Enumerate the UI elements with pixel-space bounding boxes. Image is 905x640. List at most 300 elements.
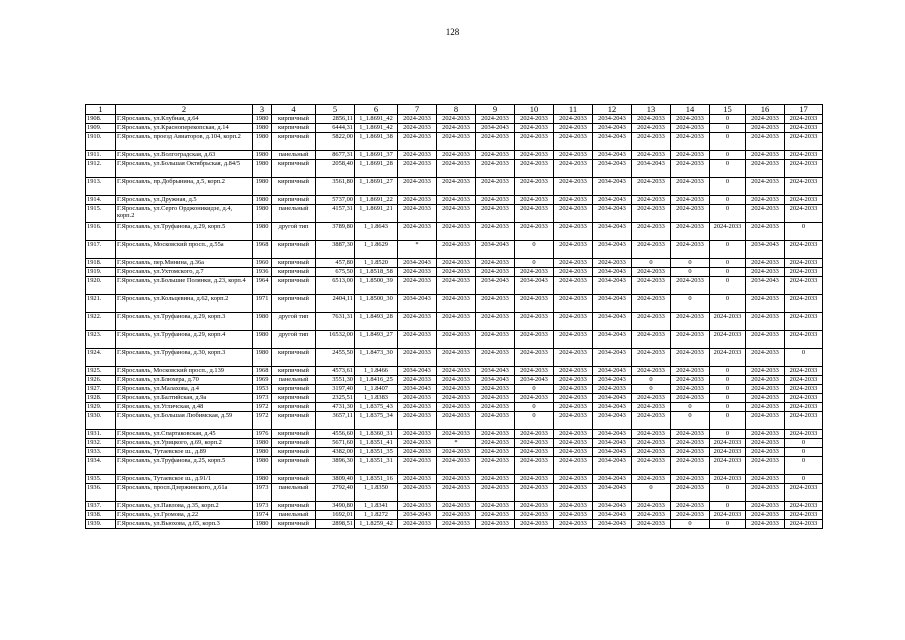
cell-period-7: 2024-2033 bbox=[398, 475, 437, 484]
table-row bbox=[86, 520, 823, 529]
cell-period-14: 2024-2033 bbox=[671, 196, 710, 205]
cell-address: Г.Ярославль, ул.Красноперекопская, д.14 bbox=[116, 124, 253, 133]
cell-period-7: 2024-2033 bbox=[398, 196, 437, 205]
cell-period-14: 2024-2033 bbox=[671, 313, 710, 331]
cell-address: Г.Ярославль, ул.Блюхера, д.70 bbox=[116, 376, 253, 385]
cell-area: 3197,40 bbox=[316, 385, 355, 394]
table-row bbox=[86, 196, 823, 205]
housing-repair-schedule-table bbox=[85, 104, 823, 529]
cell-period-11: 2024-2033 bbox=[554, 412, 593, 430]
cell-object-code: 1_1.8383 bbox=[355, 394, 398, 403]
cell-period-14: 2024-2033 bbox=[671, 376, 710, 385]
cell-period-12: 2034-2043 bbox=[593, 277, 632, 295]
cell-period-8: 2024-2033 bbox=[437, 430, 476, 439]
cell-period-14: 2024-2033 bbox=[671, 475, 710, 484]
cell-period-15: 0 bbox=[710, 376, 746, 385]
cell-area: 2455,50 bbox=[316, 349, 355, 367]
cell-year-built: 1960 bbox=[253, 259, 272, 268]
cell-period-10: 0 bbox=[515, 385, 554, 394]
cell-year-built: 1976 bbox=[253, 430, 272, 439]
cell-period-17: 0 bbox=[785, 223, 823, 241]
cell-wall-material: другой тип bbox=[272, 313, 316, 331]
cell-period-9: 2024-2033 bbox=[476, 115, 515, 124]
cell-period-7: 2024-2033 bbox=[398, 313, 437, 331]
cell-period-7: 2024-2033 bbox=[398, 394, 437, 403]
cell-row-number: 1928. bbox=[86, 394, 116, 403]
cell-period-16: 2024-2033 bbox=[746, 412, 785, 430]
cell-area: 675,50 bbox=[316, 268, 355, 277]
cell-period-9: 2024-2033 bbox=[476, 394, 515, 403]
cell-period-15: 0 bbox=[710, 205, 746, 223]
cell-period-8: 2024-2033 bbox=[437, 241, 476, 259]
cell-period-10: 2024-2033 bbox=[515, 394, 554, 403]
cell-period-13: 2024-2033 bbox=[632, 124, 671, 133]
cell-period-16: 2024-2033 bbox=[746, 367, 785, 376]
cell-period-9: 2024-2033 bbox=[476, 412, 515, 430]
cell-row-number: 1925. bbox=[86, 367, 116, 376]
cell-period-11: 2024-2033 bbox=[554, 133, 593, 151]
cell-object-code: 1_1.8351_41 bbox=[355, 439, 398, 448]
cell-period-14: 2024-2033 bbox=[671, 385, 710, 394]
cell-period-15: 0 bbox=[710, 403, 746, 412]
cell-year-built: 1980 bbox=[253, 160, 272, 178]
table-row bbox=[86, 412, 823, 430]
cell-wall-material: кирпичный bbox=[272, 133, 316, 151]
cell-address: Г.Ярославль, Московский просп., д.55а bbox=[116, 241, 253, 259]
cell-period-10: 2024-2033 bbox=[515, 295, 554, 313]
cell-row-number: 1936. bbox=[86, 484, 116, 502]
cell-row-number: 1939. bbox=[86, 520, 116, 529]
table-row bbox=[86, 259, 823, 268]
table-row bbox=[86, 448, 823, 457]
cell-period-15: 2024-2033 bbox=[710, 313, 746, 331]
cell-row-number: 1938. bbox=[86, 511, 116, 520]
cell-period-16: 2024-2033 bbox=[746, 124, 785, 133]
cell-period-8: 2024-2033 bbox=[437, 502, 476, 511]
cell-year-built: 1972 bbox=[253, 412, 272, 430]
cell-period-15: 0 bbox=[710, 367, 746, 376]
cell-period-12: 2034-2043 bbox=[593, 511, 632, 520]
cell-wall-material: панельный bbox=[272, 151, 316, 160]
cell-period-7: 2024-2033 bbox=[398, 205, 437, 223]
cell-period-17: 2024-2033 bbox=[785, 403, 823, 412]
cell-period-12: 2034-2043 bbox=[593, 160, 632, 178]
table-body bbox=[86, 115, 823, 529]
cell-period-15: 0 bbox=[710, 277, 746, 295]
cell-period-7: 2034-2043 bbox=[398, 295, 437, 313]
cell-period-11: 2024-2033 bbox=[554, 448, 593, 457]
cell-period-7: 2024-2033 bbox=[398, 115, 437, 124]
cell-address: Г.Ярославль, просп.Дзержинского, д.61а bbox=[116, 484, 253, 502]
cell-period-12: 2034-2043 bbox=[593, 151, 632, 160]
cell-period-15: 0 bbox=[710, 196, 746, 205]
cell-period-15: 0 bbox=[710, 295, 746, 313]
cell-period-16: 2024-2033 bbox=[746, 331, 785, 349]
cell-period-11: 2024-2033 bbox=[554, 367, 593, 376]
cell-period-13: 2024-2033 bbox=[632, 403, 671, 412]
cell-area: 4556,60 bbox=[316, 430, 355, 439]
cell-wall-material: панельный bbox=[272, 511, 316, 520]
cell-period-7: 2024-2033 bbox=[398, 439, 437, 448]
cell-year-built: 1980 bbox=[253, 196, 272, 205]
cell-address: Г.Ярославль, пер.Минина, д.36а bbox=[116, 259, 253, 268]
cell-object-code: 1_1.8691_38 bbox=[355, 133, 398, 151]
cell-area: 3657,11 bbox=[316, 412, 355, 430]
cell-object-code: 1_1.8360_31 bbox=[355, 430, 398, 439]
cell-period-9: 2024-2033 bbox=[476, 133, 515, 151]
table-row bbox=[86, 484, 823, 502]
cell-period-11: 2024-2033 bbox=[554, 160, 593, 178]
cell-period-16: 2024-2033 bbox=[746, 151, 785, 160]
column-header-13: 13 bbox=[632, 105, 671, 115]
cell-period-9: 2024-2033 bbox=[476, 439, 515, 448]
cell-address: Г.Ярославль, ул.Труфанова, д.29, корп.3 bbox=[116, 313, 253, 331]
cell-wall-material: кирпичный bbox=[272, 277, 316, 295]
cell-period-17: 0 bbox=[785, 349, 823, 367]
cell-address: Г.Ярославль, ул.Ухтомского, д.7 bbox=[116, 268, 253, 277]
cell-period-10: 2024-2033 bbox=[515, 124, 554, 133]
cell-period-16: 2024-2033 bbox=[746, 385, 785, 394]
cell-period-7: 2024-2033 bbox=[398, 124, 437, 133]
cell-period-10: 0 bbox=[515, 259, 554, 268]
cell-address: Г.Ярославль, ул.Серго Орджоникидзе, д.4, корп.2 bbox=[116, 205, 253, 223]
cell-period-16: 2024-2033 bbox=[746, 376, 785, 385]
cell-period-8: 2024-2033 bbox=[437, 412, 476, 430]
cell-period-14: 2024-2033 bbox=[671, 367, 710, 376]
cell-object-code: 1_1.8375_34 bbox=[355, 412, 398, 430]
column-header-15: 15 bbox=[710, 105, 746, 115]
cell-object-code: 1_1.8643 bbox=[355, 223, 398, 241]
cell-year-built: 1980 bbox=[253, 223, 272, 241]
cell-period-10: 2024-2033 bbox=[515, 430, 554, 439]
cell-address: Г.Ярославль, Тутаевское ш., д.89 bbox=[116, 448, 253, 457]
cell-period-8: 2024-2033 bbox=[437, 259, 476, 268]
cell-object-code: 1_1.8407 bbox=[355, 385, 398, 394]
cell-period-13: 2024-2033 bbox=[632, 313, 671, 331]
cell-area: 4731,30 bbox=[316, 403, 355, 412]
table-row bbox=[86, 124, 823, 133]
cell-period-13: 0 bbox=[632, 484, 671, 502]
cell-period-14: 2024-2033 bbox=[671, 394, 710, 403]
cell-address: Г.Ярославль, Тутаевское ш., д.91/1 bbox=[116, 475, 253, 484]
cell-period-10: 0 bbox=[515, 241, 554, 259]
cell-period-16: 2024-2033 bbox=[746, 475, 785, 484]
cell-period-13: 2024-2033 bbox=[632, 394, 671, 403]
page-number: 128 bbox=[445, 27, 460, 37]
cell-period-17: 2024-2033 bbox=[785, 376, 823, 385]
cell-period-7: * bbox=[398, 241, 437, 259]
cell-object-code: 1_1.8691_22 bbox=[355, 196, 398, 205]
cell-wall-material: кирпичный bbox=[272, 259, 316, 268]
cell-period-10: 2024-2033 bbox=[515, 367, 554, 376]
cell-period-8: 2024-2033 bbox=[437, 448, 476, 457]
table-row bbox=[86, 178, 823, 196]
cell-year-built: 1980 bbox=[253, 151, 272, 160]
cell-period-16: 2024-2033 bbox=[746, 205, 785, 223]
cell-period-11: 2024-2033 bbox=[554, 178, 593, 196]
cell-period-12: 2034-2043 bbox=[593, 448, 632, 457]
cell-period-17: 2024-2033 bbox=[785, 268, 823, 277]
cell-year-built: 1980 bbox=[253, 439, 272, 448]
cell-period-7: 2024-2033 bbox=[398, 331, 437, 349]
cell-period-13: 2024-2033 bbox=[632, 439, 671, 448]
column-header-6: 6 bbox=[355, 105, 398, 115]
cell-period-10: 2024-2033 bbox=[515, 151, 554, 160]
cell-year-built: 1980 bbox=[253, 520, 272, 529]
cell-period-9: 2024-2033 bbox=[476, 385, 515, 394]
cell-period-13: 2024-2033 bbox=[632, 178, 671, 196]
cell-object-code: 1_1.8351_35 bbox=[355, 448, 398, 457]
cell-address: Г.Ярославль, ул.Угличская, д.48 bbox=[116, 403, 253, 412]
cell-object-code: 1_1.8500_30 bbox=[355, 295, 398, 313]
cell-period-15: 0 bbox=[710, 394, 746, 403]
cell-period-8: 2024-2033 bbox=[437, 196, 476, 205]
cell-period-15: 0 bbox=[710, 178, 746, 196]
cell-object-code: 1_1.8691_42 bbox=[355, 115, 398, 124]
cell-year-built: 1953 bbox=[253, 385, 272, 394]
cell-period-10: 2024-2033 bbox=[515, 457, 554, 475]
cell-area: 6513,00 bbox=[316, 277, 355, 295]
cell-period-13: 2024-2033 bbox=[632, 223, 671, 241]
cell-row-number: 1912. bbox=[86, 160, 116, 178]
cell-period-13: 2024-2033 bbox=[632, 502, 671, 511]
cell-wall-material: панельный bbox=[272, 376, 316, 385]
cell-wall-material: кирпичный bbox=[272, 502, 316, 511]
cell-year-built: 1973 bbox=[253, 484, 272, 502]
cell-period-12: 2034-2043 bbox=[593, 205, 632, 223]
cell-period-9: 2024-2033 bbox=[476, 268, 515, 277]
cell-period-12: 2034-2043 bbox=[593, 394, 632, 403]
cell-period-17: 2024-2033 bbox=[785, 205, 823, 223]
cell-row-number: 1924. bbox=[86, 349, 116, 367]
cell-period-10: 2024-2033 bbox=[515, 160, 554, 178]
cell-period-15: 0 bbox=[710, 124, 746, 133]
table-row bbox=[86, 475, 823, 484]
cell-period-12: 2034-2043 bbox=[593, 403, 632, 412]
cell-address: Г.Ярославль, ул.Кольцевина, д.62, корп.2 bbox=[116, 295, 253, 313]
cell-period-13: 2024-2033 bbox=[632, 349, 671, 367]
cell-period-13: 2024-2033 bbox=[632, 115, 671, 124]
cell-object-code: 1_1.8466 bbox=[355, 367, 398, 376]
cell-wall-material: кирпичный bbox=[272, 520, 316, 529]
cell-object-code: 1_1.8629 bbox=[355, 241, 398, 259]
cell-address: Г.Ярославль, ул.Большая Октябрьская, д.84/5 bbox=[116, 160, 253, 178]
cell-period-8: 2024-2033 bbox=[437, 367, 476, 376]
cell-period-17: 2024-2033 bbox=[785, 367, 823, 376]
cell-period-12: 2034-2043 bbox=[593, 223, 632, 241]
cell-period-11: 2024-2033 bbox=[554, 502, 593, 511]
cell-object-code: 1_1.8691_28 bbox=[355, 160, 398, 178]
cell-period-9: 2024-2033 bbox=[476, 502, 515, 511]
cell-period-13: 2024-2033 bbox=[632, 241, 671, 259]
cell-object-code: 1_1.8691_21 bbox=[355, 205, 398, 223]
cell-period-11: 2024-2033 bbox=[554, 295, 593, 313]
cell-period-11: 2024-2033 bbox=[554, 268, 593, 277]
table-row bbox=[86, 511, 823, 520]
cell-period-9: 2024-2033 bbox=[476, 295, 515, 313]
cell-period-14: 0 bbox=[671, 259, 710, 268]
cell-period-16: 2024-2033 bbox=[746, 394, 785, 403]
cell-period-9: 2034-2043 bbox=[476, 376, 515, 385]
cell-period-14: 2024-2033 bbox=[671, 448, 710, 457]
cell-year-built: 1980 bbox=[253, 349, 272, 367]
cell-period-13: 2024-2033 bbox=[632, 268, 671, 277]
cell-row-number: 1915. bbox=[86, 205, 116, 223]
cell-object-code: 1_1.8691_42 bbox=[355, 124, 398, 133]
cell-period-14: 2024-2033 bbox=[671, 115, 710, 124]
cell-period-14: 2024-2033 bbox=[671, 205, 710, 223]
table-row bbox=[86, 403, 823, 412]
cell-period-12: 2034-2043 bbox=[593, 376, 632, 385]
column-header-5: 5 bbox=[316, 105, 355, 115]
cell-wall-material: кирпичный bbox=[272, 475, 316, 484]
cell-period-16: 2024-2033 bbox=[746, 223, 785, 241]
table-row bbox=[86, 313, 823, 331]
cell-wall-material: другой тип bbox=[272, 331, 316, 349]
cell-period-17: 0 bbox=[785, 448, 823, 457]
cell-period-8: 2024-2033 bbox=[437, 295, 476, 313]
cell-object-code: 1_1.8473_30 bbox=[355, 349, 398, 367]
cell-period-10: 2024-2033 bbox=[515, 349, 554, 367]
cell-row-number: 1910. bbox=[86, 133, 116, 151]
cell-year-built: 1980 bbox=[253, 115, 272, 124]
cell-period-16: 2024-2033 bbox=[746, 484, 785, 502]
cell-period-9: 2024-2033 bbox=[476, 448, 515, 457]
cell-row-number: 1909. bbox=[86, 124, 116, 133]
cell-period-16: 2024-2033 bbox=[746, 313, 785, 331]
cell-period-12: 2034-2043 bbox=[593, 331, 632, 349]
cell-year-built: 1973 bbox=[253, 502, 272, 511]
cell-period-11: 2024-2033 bbox=[554, 349, 593, 367]
cell-period-10: 2024-2033 bbox=[515, 205, 554, 223]
cell-period-8: 2024-2033 bbox=[437, 403, 476, 412]
cell-period-11: 2024-2033 bbox=[554, 277, 593, 295]
cell-period-17: 2024-2033 bbox=[785, 196, 823, 205]
cell-period-15: 0 bbox=[710, 241, 746, 259]
cell-period-14: 2024-2033 bbox=[671, 457, 710, 475]
cell-period-11: 2024-2033 bbox=[554, 385, 593, 394]
cell-period-16: 2024-2033 bbox=[746, 511, 785, 520]
cell-object-code: 1_1.8272 bbox=[355, 511, 398, 520]
cell-period-13: 2024-2033 bbox=[632, 457, 671, 475]
cell-period-10: 2024-2033 bbox=[515, 178, 554, 196]
cell-row-number: 1931. bbox=[86, 430, 116, 439]
cell-period-12: 2034-2043 bbox=[593, 241, 632, 259]
cell-period-12: 2034-2043 bbox=[593, 196, 632, 205]
cell-period-14: 2024-2033 bbox=[671, 277, 710, 295]
cell-period-16: 2024-2033 bbox=[746, 178, 785, 196]
cell-period-14: 2024-2033 bbox=[671, 151, 710, 160]
cell-period-17: 2024-2033 bbox=[785, 277, 823, 295]
cell-area: 2856,11 bbox=[316, 115, 355, 124]
cell-period-11: 2024-2033 bbox=[554, 403, 593, 412]
cell-period-9: 2034-2043 bbox=[476, 124, 515, 133]
cell-year-built: 1968 bbox=[253, 241, 272, 259]
cell-object-code: 1_1.8351_16 bbox=[355, 475, 398, 484]
cell-period-16: 2024-2033 bbox=[746, 259, 785, 268]
cell-period-16: 2024-2033 bbox=[746, 520, 785, 529]
cell-row-number: 1933. bbox=[86, 448, 116, 457]
cell-period-15: 0 bbox=[710, 412, 746, 430]
cell-period-13: 2024-2033 bbox=[632, 133, 671, 151]
cell-period-16: 2024-2033 bbox=[746, 439, 785, 448]
column-header-17: 17 bbox=[785, 105, 823, 115]
cell-period-16: 2024-2033 bbox=[746, 430, 785, 439]
cell-period-17: 2024-2033 bbox=[785, 133, 823, 151]
cell-period-10: 2024-2033 bbox=[515, 502, 554, 511]
cell-period-8: 2024-2033 bbox=[437, 160, 476, 178]
cell-period-13: 0 bbox=[632, 385, 671, 394]
cell-area: 4157,31 bbox=[316, 205, 355, 223]
cell-period-7: 2024-2033 bbox=[398, 349, 437, 367]
cell-period-14: 2024-2033 bbox=[671, 223, 710, 241]
cell-object-code: 1_1.8691_37 bbox=[355, 151, 398, 160]
cell-period-17: 2024-2033 bbox=[785, 520, 823, 529]
cell-period-13: 2024-2033 bbox=[632, 196, 671, 205]
table-row bbox=[86, 394, 823, 403]
column-header-16: 16 bbox=[746, 105, 785, 115]
cell-period-14: 0 bbox=[671, 295, 710, 313]
cell-period-14: 2024-2033 bbox=[671, 331, 710, 349]
cell-period-17: 2024-2033 bbox=[785, 241, 823, 259]
table-header-row bbox=[86, 105, 823, 115]
cell-period-15: 0 bbox=[710, 430, 746, 439]
cell-period-16: 2024-2033 bbox=[746, 295, 785, 313]
cell-address: Г.Ярославль, ул.Спартаковская, д.45 bbox=[116, 430, 253, 439]
cell-year-built: 1980 bbox=[253, 457, 272, 475]
cell-period-11: 2024-2033 bbox=[554, 520, 593, 529]
cell-period-15: 0 bbox=[710, 268, 746, 277]
cell-year-built: 1980 bbox=[253, 475, 272, 484]
cell-area: 6444,31 bbox=[316, 124, 355, 133]
cell-address: Г.Ярославль, ул.Волгоградская, д.63 bbox=[116, 151, 253, 160]
cell-period-16: 2024-2033 bbox=[746, 268, 785, 277]
cell-period-12: 2034-2043 bbox=[593, 124, 632, 133]
column-header-4: 4 bbox=[272, 105, 316, 115]
cell-period-11: 2024-2033 bbox=[554, 484, 593, 502]
cell-area: 2404,11 bbox=[316, 295, 355, 313]
cell-period-13: 2024-2033 bbox=[632, 412, 671, 430]
cell-period-7: 2024-2033 bbox=[398, 448, 437, 457]
cell-period-13: 2024-2033 bbox=[632, 151, 671, 160]
cell-period-12: 2034-2043 bbox=[593, 268, 632, 277]
cell-object-code: 1_1.8500_39 bbox=[355, 277, 398, 295]
cell-period-8: 2024-2033 bbox=[437, 511, 476, 520]
cell-period-13: 2024-2033 bbox=[632, 448, 671, 457]
cell-period-7: 2024-2033 bbox=[398, 403, 437, 412]
cell-row-number: 1920. bbox=[86, 277, 116, 295]
cell-period-12: 2034-2043 bbox=[593, 178, 632, 196]
cell-period-12: 2034-2043 bbox=[593, 484, 632, 502]
cell-year-built: 1964 bbox=[253, 277, 272, 295]
cell-period-17: 2024-2033 bbox=[785, 430, 823, 439]
cell-period-14: 2024-2033 bbox=[671, 439, 710, 448]
table-row bbox=[86, 133, 823, 151]
cell-wall-material: кирпичный bbox=[272, 367, 316, 376]
cell-address: Г.Ярославль, ул.Дружная, д.5 bbox=[116, 196, 253, 205]
cell-period-10: 2024-2033 bbox=[515, 511, 554, 520]
cell-period-12: 2034-2043 bbox=[593, 295, 632, 313]
cell-period-17: 2024-2033 bbox=[785, 331, 823, 349]
cell-address: Г.Ярославль, ул.Труфанова, д.25, корп.5 bbox=[116, 457, 253, 475]
cell-area: 2058,40 bbox=[316, 160, 355, 178]
cell-period-11: 2024-2033 bbox=[554, 115, 593, 124]
cell-period-10: 2024-2033 bbox=[515, 268, 554, 277]
cell-period-15: 2024-2033 bbox=[710, 475, 746, 484]
cell-wall-material: кирпичный bbox=[272, 430, 316, 439]
cell-object-code: 1_1.8691_27 bbox=[355, 178, 398, 196]
cell-address: Г.Ярославль, ул.Малахова, д.4 bbox=[116, 385, 253, 394]
